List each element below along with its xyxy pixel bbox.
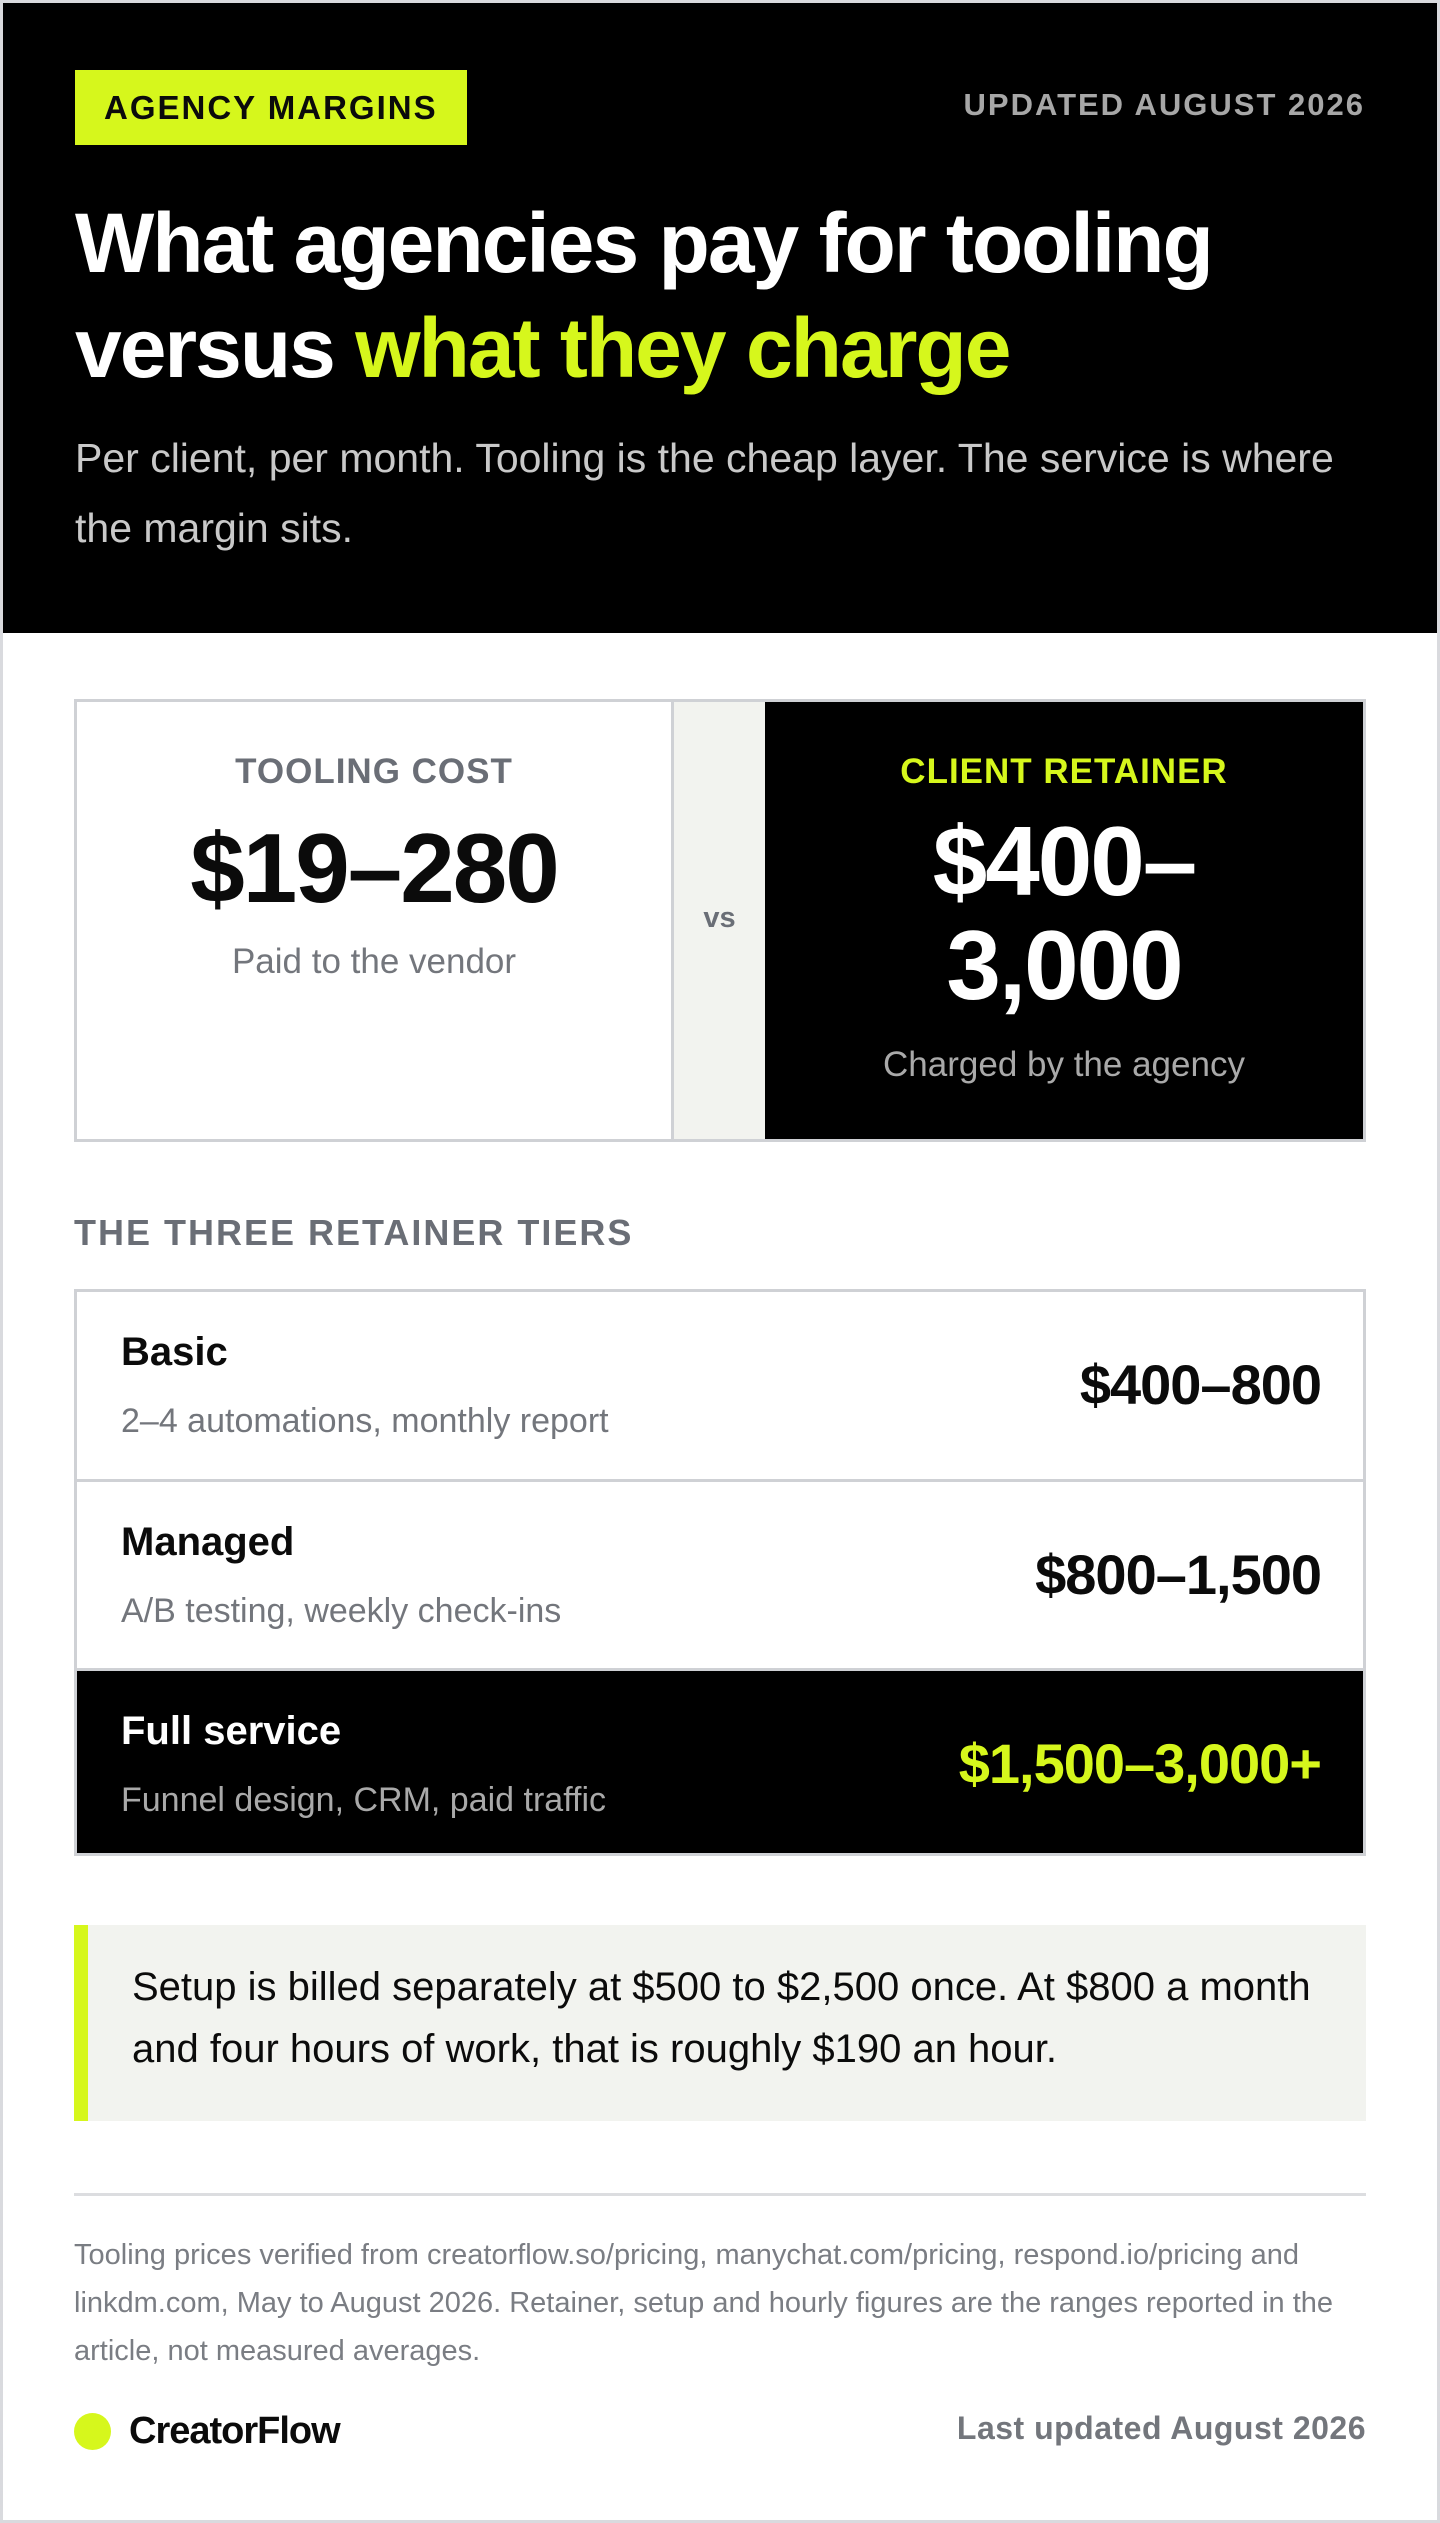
client-retainer-value-line-2: 3,000 [946,910,1182,1020]
client-retainer-value-line-1: $400– [932,806,1196,916]
brand-dot-icon [74,2413,111,2450]
tier-description: 2–4 automations, monthly report [121,1402,609,1440]
client-retainer-value [765,806,1363,1020]
category-badge: AGENCY MARGINS [75,70,467,145]
tier-row-managed [77,1479,1363,1668]
tier-row-basic [77,1292,1363,1479]
tier-row-full-service [77,1668,1363,1853]
tooling-cost-panel [77,702,671,1139]
tier-price: $400–800 [1079,1353,1321,1416]
setup-callout [74,1925,1366,2121]
title-accent: what they charge [355,301,1010,395]
last-updated: Last updated August 2026 [956,2410,1366,2446]
tooling-cost-value: $19–280 [190,813,558,923]
hero-header [3,3,1437,633]
tooling-cost-note: Paid to the vendor [231,942,517,981]
sources-footnote: Tooling prices verified from creatorflow.so/pricing, manychat.com/pricing, respond.io/pricing and linkdm.com, May to August 2026. Retainer, setup and hourly figures are the ranges reported in the article, not measured averages. [74,2239,1334,2367]
tier-price: $800–1,500 [1035,1543,1321,1606]
retainer-tiers-table [74,1289,1366,1856]
tier-price: $1,500–3,000+ [958,1732,1321,1795]
brand-name: CreatorFlow [129,2410,340,2452]
updated-date: UPDATED AUGUST 2026 [963,87,1365,122]
versus-label: vs [703,902,736,934]
title-line-2: versus [75,301,356,395]
title-line-1: What agencies pay for tooling [75,196,1212,290]
tier-name: Managed [121,1520,295,1564]
brand-logo [74,2409,340,2454]
page-subtitle: Per client, per month. Tooling is the cheap layer. The service is where the margin sits. [75,435,1334,551]
footer-divider [74,2193,1366,2196]
versus-divider [671,702,765,1139]
client-retainer-label: CLIENT RETAINER [900,752,1228,791]
client-retainer-note: Charged by the agency [883,1045,1245,1084]
tier-description: Funnel design, CRM, paid traffic [121,1781,607,1819]
tiers-heading: THE THREE RETAINER TIERS [74,1212,634,1253]
tier-name: Basic [121,1330,228,1374]
tooling-cost-label: TOOLING COST [235,752,513,791]
tier-description: A/B testing, weekly check-ins [121,1592,562,1630]
client-retainer-panel [765,702,1363,1139]
cost-comparison [74,699,1366,1142]
tier-name: Full service [121,1709,342,1753]
callout-text: Setup is billed separately at $500 to $2,500 once. At $800 a month and four hours of work, that is roughly $190 an hour. [132,1965,1311,2071]
page-title [75,191,1375,401]
